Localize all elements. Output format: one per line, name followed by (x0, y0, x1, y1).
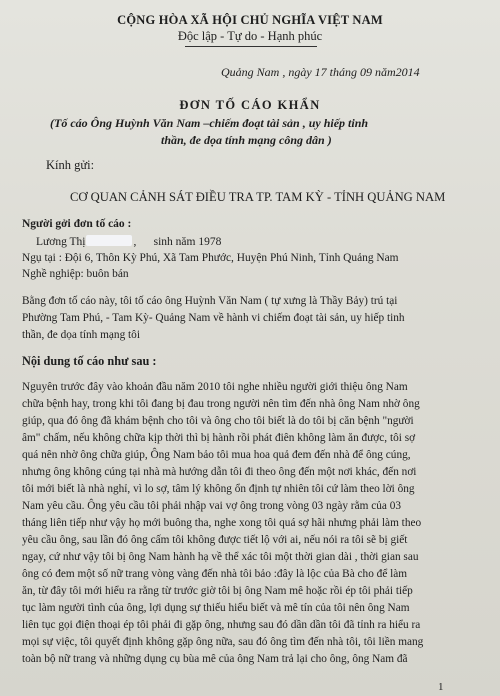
content-line: liên tục gọi điện thoại ép tôi phải đi gặp ông, nhưng sau đó dần dần tôi đã tỉnh ra hiểu ra (22, 619, 421, 631)
nation-heading: CỘNG HÒA XÃ HỘI CHỦ NGHĨA VIỆT NAM (117, 13, 383, 27)
content-line: Nam yêu cầu. Ông yêu cầu tôi phải nhập vai vợ ông trong vòng 03 ngày rằm của 03 (22, 500, 401, 512)
content-line: chữa bệnh hay, trong khi tôi đang bị đau trong người nên tìm đến nhà ông Nam nhờ ông (22, 398, 420, 410)
sender-name-line: Lương Thị , sinh năm 1978 (36, 236, 222, 248)
content-line: ăn, từ đây tôi mới hiểu ra rằng từ trước giờ tôi bị ông Nam mê hoặc rồi ép tôi phải tiếp (22, 585, 413, 597)
content-line: ngay, cứ như vậy tôi bị ông Nam hành hạ về thể xác tôi một thời gian dài , thời gian sau (22, 551, 419, 563)
sender-birth: sinh năm 1978 (153, 236, 222, 248)
content-line: mọi sự việc, tôi quyết định không gặp ông nữa, sau đó ông tìm đến nhà tôi, tôi liền mang (22, 636, 424, 648)
recipient: CƠ QUAN CẢNH SÁT ĐIỀU TRA TP. TAM KỲ - TỈNH QUẢNG NAM (70, 190, 446, 204)
content-line: nhưng ông không cúng tại nhà mà hướng dẫn tôi đi theo ông đến một nơi khác, đến nơi (22, 466, 417, 478)
content-line: tháng liên tiếp như vậy họ mới buông tha, nghe xong tôi quá sợ hãi nhưng phải làm theo (22, 517, 422, 529)
content-line: tục làm người tình của ông, lợi dụng sự thiếu hiểu biết và mê tín của tôi nên ông Nam (22, 602, 410, 614)
content-line: tôi mới biết là nhà nghỉ, vì lo sợ, tâm lý không ổn định tự nhiên tôi cứ làm theo lời ông (22, 483, 415, 495)
content-line: yêu cầu ông, sau lần đó ông cấm tôi không được tiết lộ với ai, nếu nói ra tôi sẽ bị giết (22, 534, 408, 546)
sender-heading: Người gởi đơn tố cáo : (22, 218, 132, 230)
intro-line: Bằng đơn tố cáo này, tôi tố cáo ông Huỳnh Văn Nam ( tự xưng là Thầy Bảy) trú tại (22, 295, 398, 307)
page-number: 1 (438, 681, 444, 693)
content-line: quá nên nhờ ông chữa giúp, Ông Nam bảo tôi mua hoa quả đem đến nhà để ông cúng, (22, 449, 411, 461)
greeting: Kính gửi: (46, 158, 95, 172)
intro-line: thần, đe dọa tính mạng tôi (22, 329, 140, 341)
sender-address: Ngụ tại : Đội 6, Thôn Kỳ Phú, Xã Tam Phước, Huyện Phú Ninh, Tỉnh Quảng Nam (22, 252, 399, 264)
sender-name: Lương Thị (36, 236, 86, 248)
subtitle-line-2: thần, đe dọa tính mạng công dân ) (161, 133, 332, 147)
content-line: giúp, qua đó ông đã khám bệnh cho tôi và ông cho tôi biết là do tôi bị căn bệnh "người (22, 415, 414, 427)
document-title: ĐƠN TỐ CÁO KHẨN (179, 98, 321, 112)
redacted-name (86, 235, 132, 246)
content-line: ông có đem một số nữ trang vòng vàng đến nhà tôi bảo :đây là lộc của Bà cho để làm (22, 568, 408, 580)
date-line: Quảng Nam , ngày 17 tháng 09 năm2014 (221, 65, 420, 79)
motto-underline (185, 46, 317, 47)
sender-job: Nghề nghiệp: buôn bán (22, 268, 129, 280)
content-line: âm" chấm, nếu không chữa kịp thời thì bị hành rồi phát điên không làm ăn được, tôi sợ (22, 432, 416, 444)
subtitle-line-1: (Tố cáo Ông Huỳnh Văn Nam –chiếm đoạt tài sản , uy hiếp tinh (50, 116, 369, 130)
content-line: toàn bộ nữ trang và những dụng cụ bùa mê của ông Nam trả lại cho ông, ông Nam đã (22, 653, 408, 665)
national-motto: Độc lập - Tự do - Hạnh phúc (177, 29, 323, 43)
content-line: Nguyên trước đây vào khoản đầu năm 2010 tôi nghe nhiều người giới thiệu ông Nam (22, 381, 408, 393)
content-heading: Nội dung tố cáo như sau : (22, 354, 157, 368)
intro-line: Phường Tam Phú, - Tam Kỳ- Quảng Nam về hành vi chiếm đoạt tài sản, uy hiếp tinh (22, 312, 405, 324)
